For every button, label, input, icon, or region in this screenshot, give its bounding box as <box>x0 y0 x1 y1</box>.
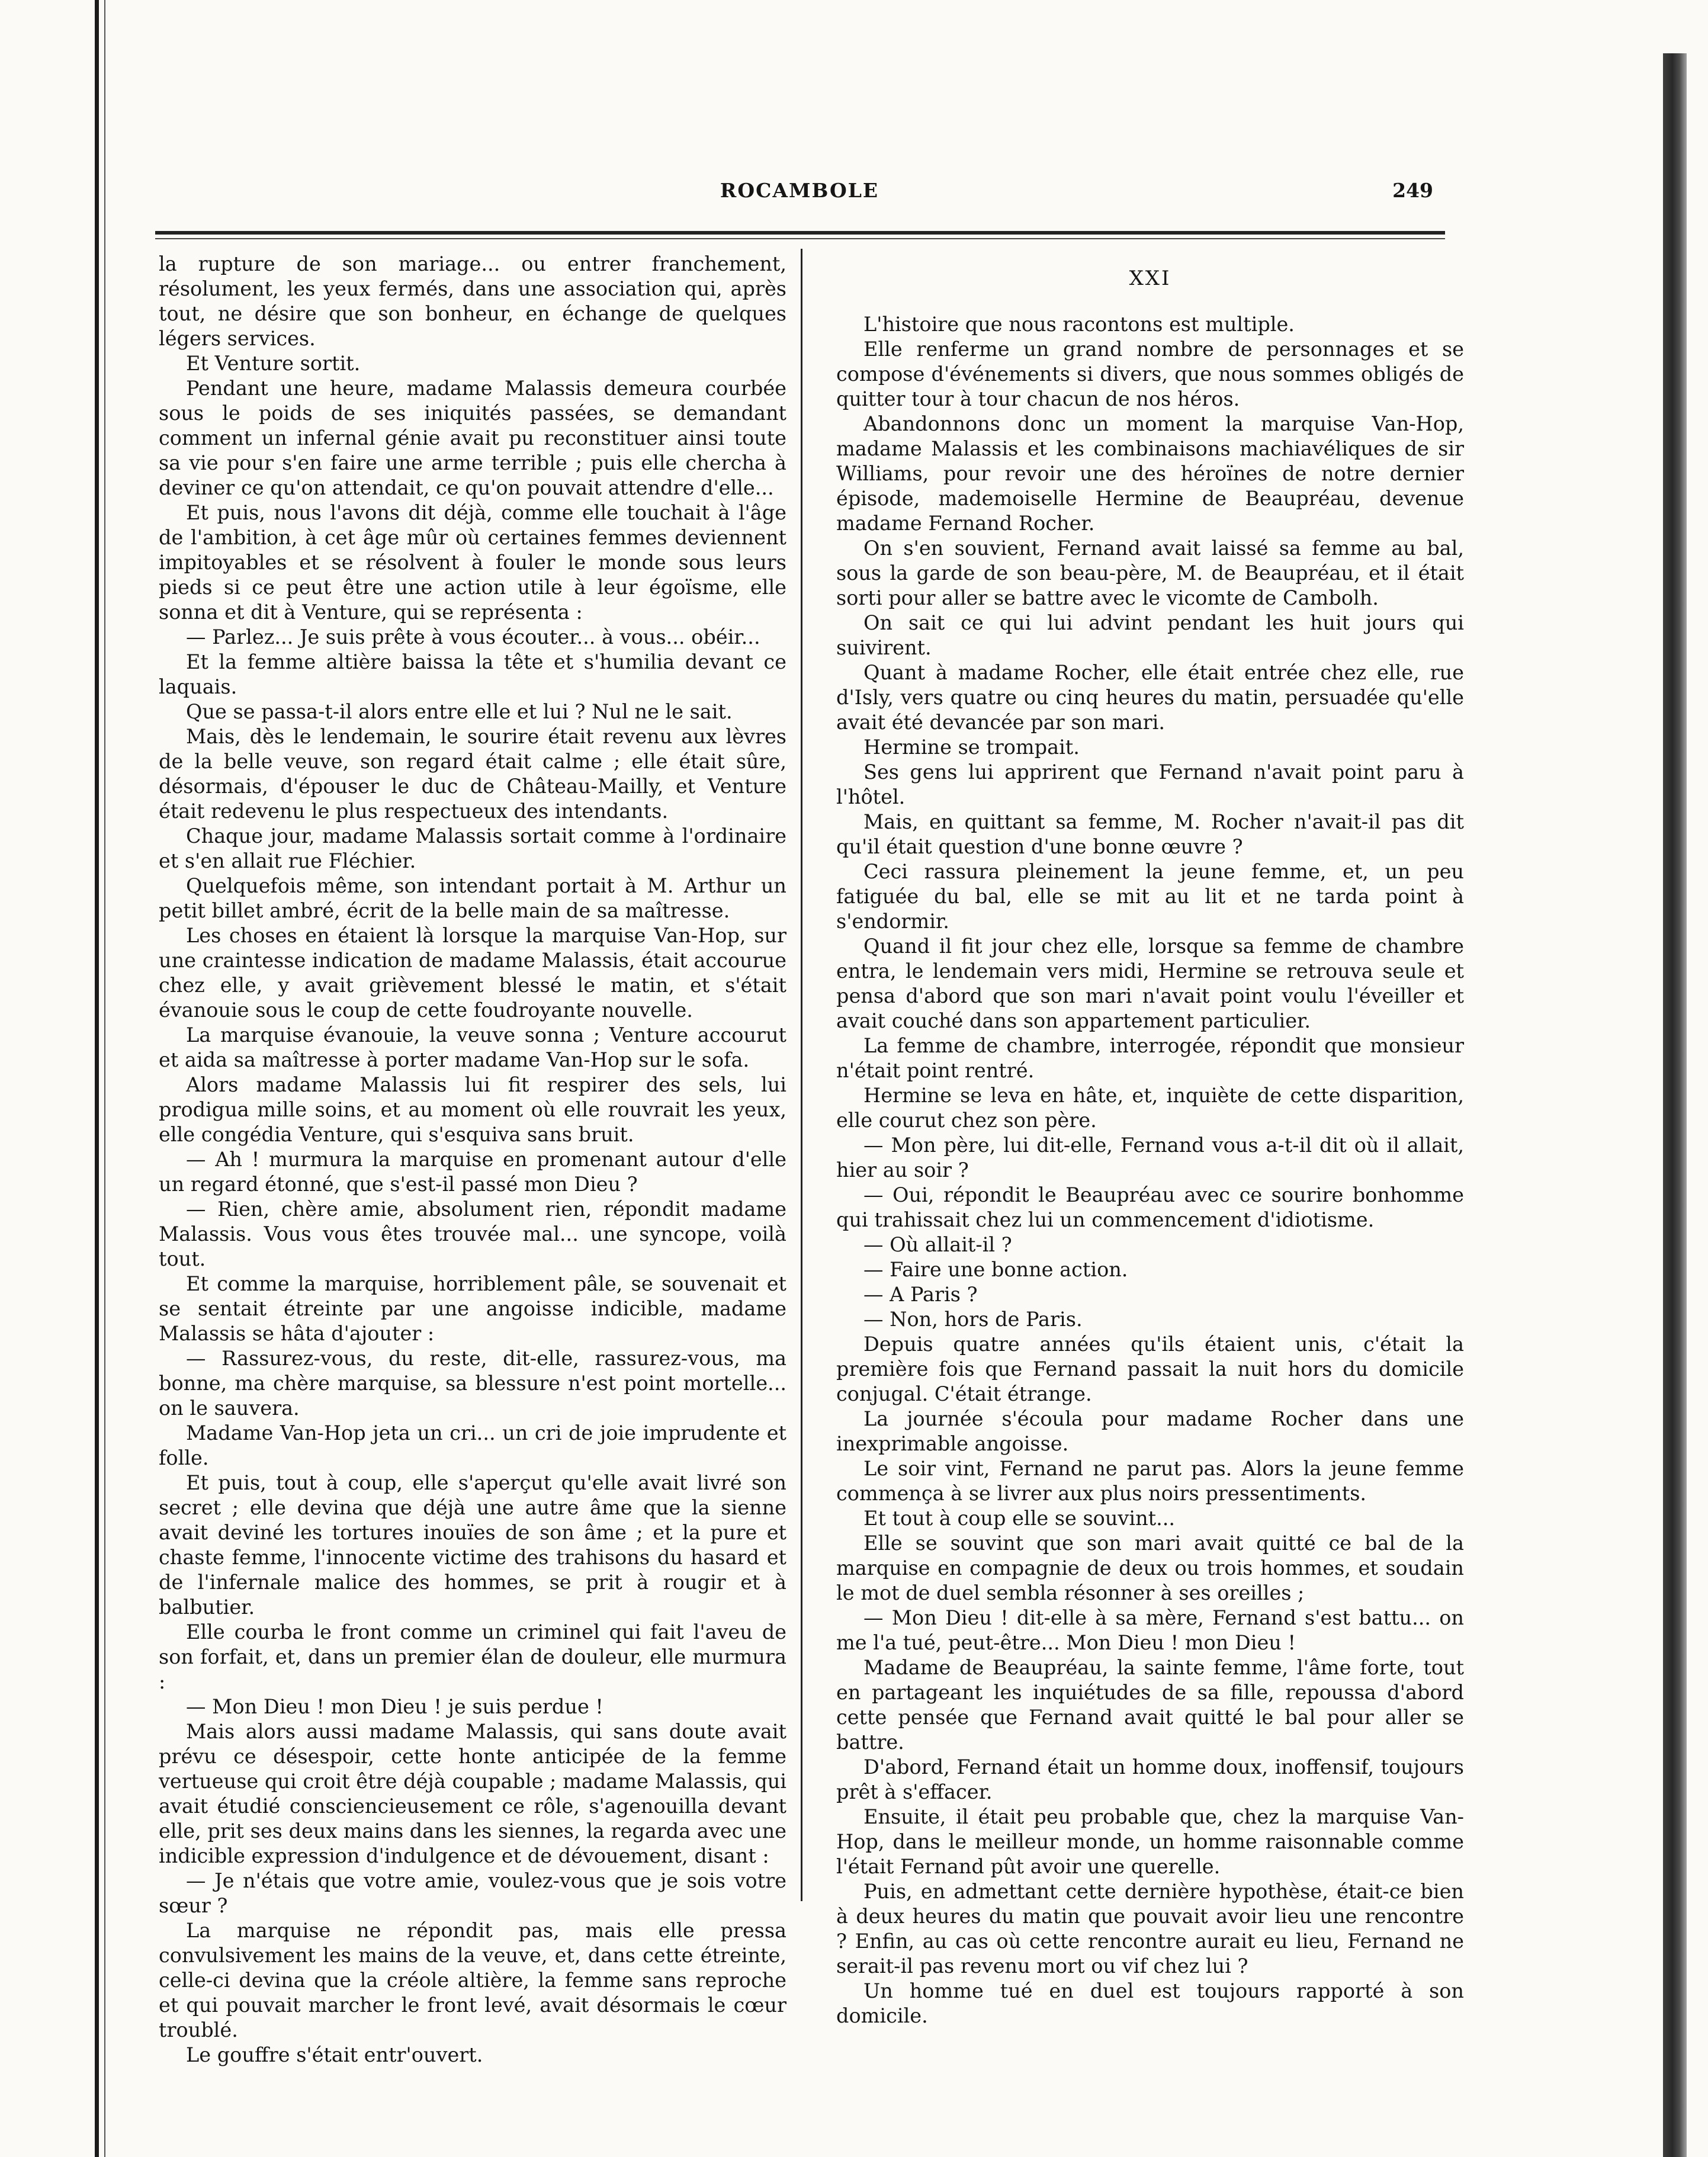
paragraph: Puis, en admettant cette dernière hypothèse, était-ce bien à deux heures du matin que pouvait avoir lieu une rencontre ? Enfin, au cas où cette rencontre aurait eu lieu, Fernand ne serait-il pas revenu mort ou vif chez lui ? <box>836 1880 1464 1978</box>
paragraph: — Rien, chère amie, absolument rien, répondit madame Malassis. Vous vous êtes trouvée mal... une syncope, voilà tout. <box>159 1198 786 1270</box>
paragraph: — Je n'étais que votre amie, voulez-vous que je sois votre sœur ? <box>159 1869 786 1917</box>
paragraph: Hermine se trompait. <box>863 736 1080 759</box>
paragraph: Depuis quatre années qu'ils étaient unis, c'était la première fois que Fernand passait la nuit hors du domicile conjugal. C'était étrange. <box>836 1333 1464 1405</box>
paragraph: Que se passa-t-il alors entre elle et lui ? Nul ne le sait. <box>186 700 733 723</box>
page-header <box>154 179 1445 208</box>
paragraph: Chaque jour, madame Malassis sortait comme à l'ordinaire et s'en allait rue Fléchier. <box>159 824 786 872</box>
paragraph: — Mon Dieu ! mon Dieu ! je suis perdue ! <box>186 1695 603 1718</box>
paragraph: Le soir vint, Fernand ne parut pas. Alors la jeune femme commença à se livrer aux plus noirs pressentiments. <box>836 1457 1464 1505</box>
paragraph: Alors madame Malassis lui fit respirer des sels, lui prodigua mille soins, et au moment où elle rouvrait les yeux, elle congédia Venture, qui s'esquiva sans bruit. <box>159 1073 786 1146</box>
paragraph: Madame de Beaupréau, la sainte femme, l'âme forte, tout en partageant les inquiétudes de sa fille, repoussa d'abord cette pensée que Fernand avait quitté le bal pour aller se battre. <box>836 1656 1464 1754</box>
paragraph: — Ah ! murmura la marquise en promenant autour d'elle un regard étonné, que s'est-il passé mon Dieu ? <box>159 1148 786 1196</box>
header-rule-thin <box>155 238 1445 239</box>
paragraph: — Non, hors de Paris. <box>863 1308 1083 1331</box>
paragraph: Mais, dès le lendemain, le sourire était revenu aux lèvres de la belle veuve, son regard était calme ; elle était sûre, désormais, d'épouser le duc de Château-Mailly, et Venture était redevenu le plus respectueux des intendants. <box>159 725 786 823</box>
column-divider <box>801 249 802 1901</box>
paragraph: On s'en souvient, Fernand avait laissé sa femme au bal, sous la garde de son beau-père, M. de Beaupréau, et il était sorti pour aller se battre avec le vicomte de Cambolh. <box>836 537 1464 609</box>
paragraph: Mais alors aussi madame Malassis, qui sans doute avait prévu ce désespoir, cette honte anticipée de la femme vertueuse qui croit être déjà coupable ; madame Malassis, qui avait étudié consciencieusement ce rôle, s'agenouilla devant elle, prit ses deux mains dans les siennes, la regarda avec une indicible expression d'indulgence et de dévouement, disant : <box>159 1720 786 1867</box>
paragraph: Quant à madame Rocher, elle était entrée chez elle, rue d'Isly, vers quatre ou cinq heures du matin, persuadée qu'elle avait été devancée par son mari. <box>836 661 1464 734</box>
paragraph: Quand il fit jour chez elle, lorsque sa femme de chambre entra, le lendemain vers midi, Hermine se retrouva seule et pensa d'abord que son mari n'avait point voulu l'éveiller et avait couché dans son appartement particulier. <box>836 935 1464 1032</box>
paragraph: — Mon Dieu ! dit-elle à sa mère, Fernand s'est battu... on me l'a tué, peut-être... Mon Dieu ! mon Dieu ! <box>836 1606 1464 1654</box>
paragraph: Et la femme altière baissa la tête et s'humilia devant ce laquais. <box>159 650 786 698</box>
paragraph: Un homme tué en duel est toujours rapporté à son domicile. <box>836 1979 1464 2027</box>
paragraph: Hermine se leva en hâte, et, inquiète de cette disparition, elle courut chez son père. <box>836 1084 1464 1132</box>
paragraph: D'abord, Fernand était un homme doux, inoffensif, toujours prêt à s'effacer. <box>836 1755 1464 1803</box>
paragraph: On sait ce qui lui advint pendant les huit jours qui suivirent. <box>836 611 1464 659</box>
paragraph: Elle courba le front comme un criminel qui fait l'aveu de son forfait, et, dans un premier élan de douleur, elle murmura : <box>159 1620 786 1693</box>
paragraph: — Où allait-il ? <box>863 1233 1012 1256</box>
left-margin-rule-thin <box>104 0 105 2157</box>
paragraph: Madame Van-Hop jeta un cri... un cri de joie imprudente et folle. <box>159 1421 786 1469</box>
paragraph: La femme de chambre, interrogée, répondit que monsieur n'était point rentré. <box>836 1034 1464 1082</box>
running-title: ROCAMBOLE <box>720 179 879 202</box>
paragraph: — Oui, répondit le Beaupréau avec ce sourire bonhomme qui trahissait chez lui un commencement d'idiotisme. <box>836 1183 1464 1231</box>
paragraph: La marquise évanouie, la veuve sonna ; Venture accourut et aida sa maîtresse à porter madame Van-Hop sur le sofa. <box>159 1023 786 1071</box>
paragraph: Les choses en étaient là lorsque la marquise Van-Hop, sur une craintesse indication de madame Malassis, était accourue chez elle, y avait grièvement blessé le matin, et s'était évanouie sous le coup de cette foudroyante nouvelle. <box>159 924 786 1022</box>
paragraph: — A Paris ? <box>863 1283 978 1306</box>
paragraph: Et puis, tout à coup, elle s'aperçut qu'elle avait livré son secret ; elle devina que déjà une autre âme que la sienne avait deviné les tortures inouïes de son âme ; et la pure et chaste femme, l'innocente victime des trahisons du hasard et de l'infernale malice des hommes, se prit à rougir et à balbutier. <box>159 1471 786 1619</box>
left-column <box>159 252 786 2068</box>
page-number: 249 <box>1392 179 1433 202</box>
paragraph: Pendant une heure, madame Malassis demeura courbée sous le poids de ses iniquités passées, se demandant comment un infernal génie avait pu reconstituer ainsi toute sa vie pour s'en faire une arme terrible ; puis elle chercha à deviner ce qu'on attendait, ce qu'on pouvait attendre d'elle... <box>159 377 786 499</box>
paragraph: Et puis, nous l'avons dit déjà, comme elle touchait à l'âge de l'ambition, à cet âge mûr où certaines femmes deviennent impitoyables et se résolvent à fouler le monde sous leurs pieds si ce peut être une action utile à leur égoïsme, elle sonna et dit à Venture, qui se représenta : <box>159 501 786 624</box>
paragraph: Ses gens lui apprirent que Fernand n'avait point paru à l'hôtel. <box>836 760 1464 808</box>
paragraph: — Rassurez-vous, du reste, dit-elle, rassurez-vous, ma bonne, ma chère marquise, sa blessure n'est point mortelle... on le sauvera. <box>159 1347 786 1420</box>
right-scan-edge <box>1663 53 1687 2157</box>
right-column <box>836 252 1464 2028</box>
paragraph: Et tout à coup elle se souvint... <box>863 1507 1176 1530</box>
paragraph: La journée s'écoula pour madame Rocher dans une inexprimable angoisse. <box>836 1407 1464 1455</box>
paragraph: Le gouffre s'était entr'ouvert. <box>186 2043 483 2066</box>
paragraph: Ceci rassura pleinement la jeune femme, et, un peu fatiguée du bal, elle se mit au lit et ne tarda point à s'endormir. <box>836 860 1464 933</box>
paragraph: Et comme la marquise, horriblement pâle, se souvenait et se sentait étreinte par une angoisse indicible, madame Malassis se hâta d'ajouter : <box>159 1272 786 1345</box>
paragraph: — Parlez... Je suis prête à vous écouter... à vous... obéir... <box>186 625 760 649</box>
paragraph: L'histoire que nous racontons est multiple. <box>863 313 1295 336</box>
paragraph: Quelquefois même, son intendant portait à M. Arthur un petit billet ambré, écrit de la belle main de sa maîtresse. <box>159 874 786 922</box>
paragraph: Mais, en quittant sa femme, M. Rocher n'avait-il pas dit qu'il était question d'une bonne œuvre ? <box>836 810 1464 858</box>
paragraph: Elle renferme un grand nombre de personnages et se compose d'événements si divers, que nous sommes obligés de quitter tour à tour chacun de nos héros. <box>836 338 1464 410</box>
paragraph: Abandonnons donc un moment la marquise Van-Hop, madame Malassis et les combinaisons machiavéliques de sir Williams, pour revoir une des héroïnes de notre dernier épisode, mademoiselle Hermine de Beaupréau, devenue madame Fernand Rocher. <box>836 412 1464 535</box>
header-rule <box>155 231 1445 235</box>
paragraph: — Faire une bonne action. <box>863 1258 1128 1281</box>
left-margin-rule <box>95 0 99 2157</box>
paragraph: la rupture de son mariage... ou entrer franchement, résolument, les yeux fermés, dans une association qui, après tout, ne désire que son bonheur, en échange de quelques légers services. <box>159 252 786 350</box>
chapter-heading: XXI <box>1129 267 1171 290</box>
paragraph: La marquise ne répondit pas, mais elle pressa convulsivement les mains de la veuve, et, dans cette étreinte, celle-ci devina que la créole altière, la femme sans reproche et qui pouvait marcher le front levé, avait désormais le cœur troublé. <box>159 1919 786 2042</box>
paragraph: — Mon père, lui dit-elle, Fernand vous a-t-il dit où il allait, hier au soir ? <box>836 1134 1464 1182</box>
paragraph: Elle se souvint que son mari avait quitté ce bal de la marquise en compagnie de deux ou trois hommes, et soudain le mot de duel sembla résonner à ses oreilles ; <box>836 1532 1464 1604</box>
paragraph: Et Venture sortit. <box>186 352 361 375</box>
paragraph: Ensuite, il était peu probable que, chez la marquise Van-Hop, dans le meilleur monde, un homme raisonnable comme l'était Fernand pût avoir une querelle. <box>836 1805 1464 1878</box>
